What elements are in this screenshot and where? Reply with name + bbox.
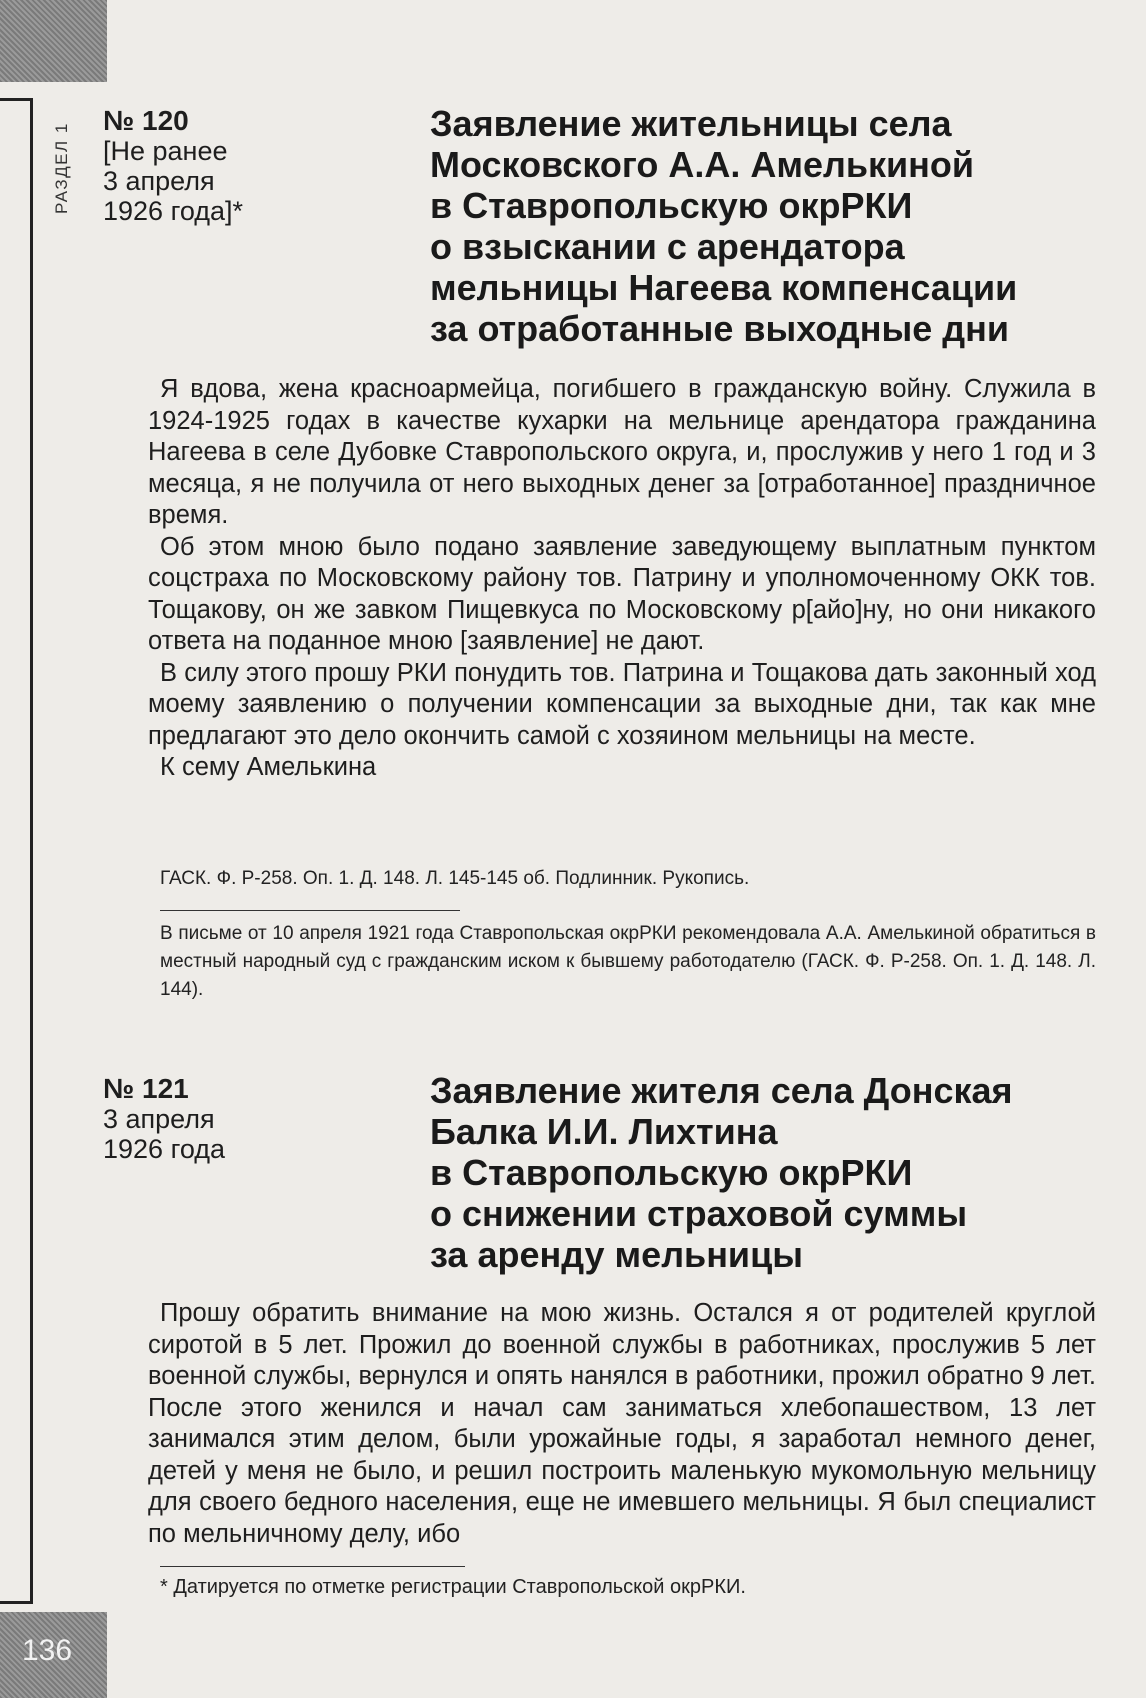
- paragraph: Об этом мною было подано заявление заведующему выплатным пунктом соцстраха по Московскому району тов. Патрину и уполномоченному ОКК тов. Тощакову, он же завком Пищевкуса по Московскому р[айо]ну, но они никакого ответа на поданное мною [заявление] не дают.: [148, 532, 1096, 655]
- title-line: Заявление жителя села Донская: [430, 1070, 1013, 1111]
- doc-121-title: [430, 1070, 1130, 1275]
- footnote-divider: [160, 1566, 465, 1567]
- doc-121-body: [148, 1298, 1096, 1550]
- page-number: 136: [22, 1634, 73, 1667]
- title-line: Балка И.И. Лихтина: [430, 1111, 778, 1152]
- doc-number: № 121: [103, 1073, 189, 1104]
- doc-121-meta: [103, 1074, 225, 1164]
- title-line: о взыскании с арендатора: [430, 226, 905, 267]
- title-line: за аренду мельницы: [430, 1234, 803, 1275]
- paragraph: Я вдова, жена красноармейца, погибшего в гражданскую войну. Служила в 1924-1925 годах в качестве кухарки на мельнице арендатора гражданина Нагеева в селе Дубовке Ставропольского округа, и, прослужив у него 1 год и 3 месяца, я не получила от него выходных денег за [отработанное] праздничное время.: [148, 375, 1096, 529]
- title-line: о снижении страховой суммы: [430, 1193, 968, 1234]
- doc-date-line: 1926 года: [103, 1134, 226, 1164]
- doc-date-line: 1926 года]*: [103, 196, 244, 226]
- title-line: Заявление жительницы села: [430, 103, 952, 144]
- section-frame: [0, 98, 33, 1604]
- header-decor-block: [0, 0, 107, 82]
- signature: К сему Амелькина: [160, 753, 377, 781]
- paragraph: Прошу обратить внимание на мою жизнь. Остался я от родителей круглой сиротой в 5 лет. Прожил до военной службы в работниках, прослужив 5 лет военной службы, вернулся и опять нанялся в работники, прожил обратно 9 лет. После этого женился и начал сам заниматься хлебопашеством, 13 лет занимался этим делом, были урожайные годы, я заработал немного денег, детей у меня не было, и решил построить маленькую мукомольную мельницу для своего бедного населения, еще не имевшего мельницы. Я был специалист по мельничному делу, ибо: [148, 1299, 1096, 1548]
- doc-120-title: [430, 103, 1130, 349]
- editorial-note: В письме от 10 апреля 1921 года Ставропольская окрРКИ рекомендовала А.А. Амелькиной обратиться в местный народный суд с гражданским иском к бывшему работодателю (ГАСК. Ф. Р-258. Оп. 1. Д. 148. Л. 144).: [160, 923, 1096, 1000]
- doc-number: № 120: [103, 105, 189, 136]
- doc-date-line: 3 апреля: [103, 1104, 215, 1134]
- section-label: РАЗДЕЛ 1: [52, 122, 71, 214]
- title-line: в Ставропольскую окрРКИ: [430, 1152, 913, 1193]
- doc-date-line: [Не ранее: [103, 136, 228, 166]
- archive-source: ГАСК. Ф. Р-258. Оп. 1. Д. 148. Л. 145-145 об. Подлинник. Рукопись.: [160, 868, 750, 889]
- doc-120-body: [148, 374, 1096, 784]
- title-line: за отработанные выходные дни: [430, 308, 1010, 349]
- doc-120-meta: [103, 106, 243, 226]
- doc-date-line: 3 апреля: [103, 166, 215, 196]
- title-line: мельницы Нагеева компенсации: [430, 267, 1018, 308]
- note-divider: [160, 910, 460, 911]
- title-line: Московского А.А. Амелькиной: [430, 144, 975, 185]
- paragraph: В силу этого прошу РКИ понудить тов. Патрина и Тощакова дать законный ход моему заявлению о получении компенсации за выходные дни, так как мне предлагают это дело окончить самой с хозяином мельницы на месте.: [148, 658, 1096, 750]
- footnote: * Датируется по отметке регистрации Ставропольской окрРКИ.: [160, 1576, 746, 1598]
- title-line: в Ставропольскую окрРКИ: [430, 185, 913, 226]
